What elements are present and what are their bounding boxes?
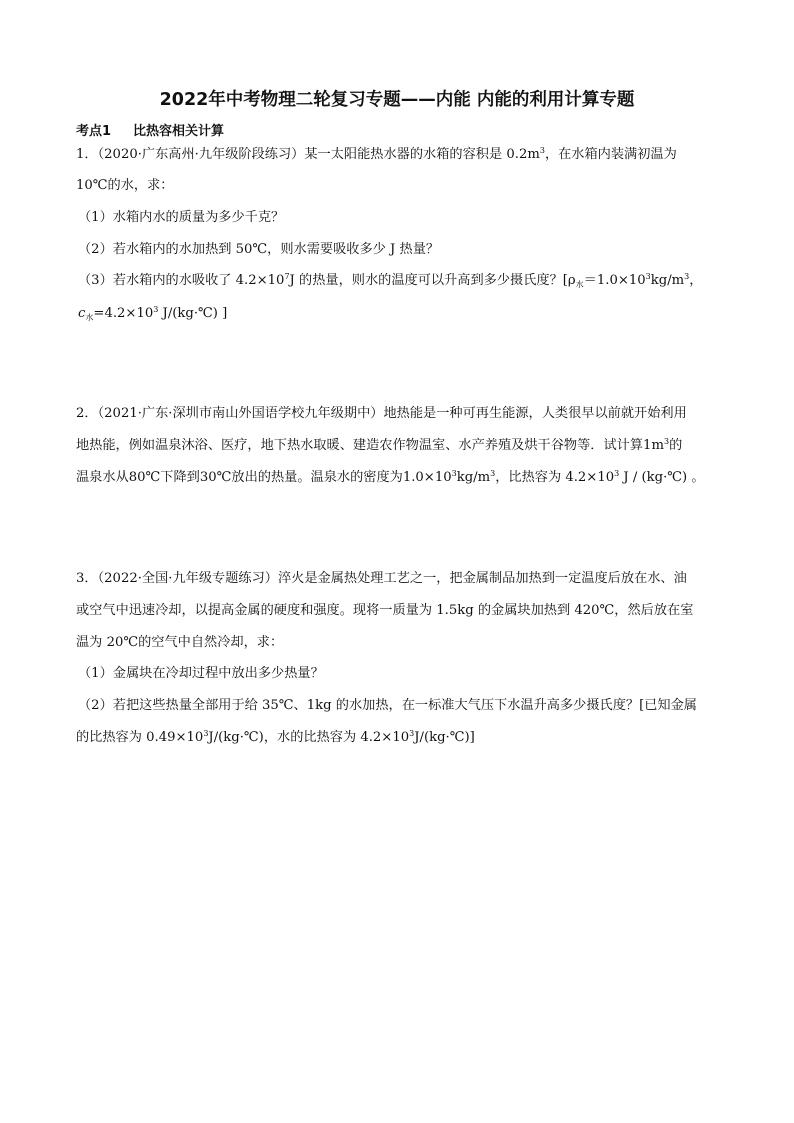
q3-line-3: 温为 20℃的空气中自然冷却，求： [76, 635, 284, 650]
q1-subquestion-2: （2）若水箱内的水加热到 50℃，则水需要吸收多少 J 热量？ [78, 242, 440, 257]
q1-line-1: 1．（2020·广东高州·九年级阶段练习）某一太阳能热水器的水箱的容积是 $0.2m^3$，在水箱内装满初温为 [76, 146, 677, 162]
q1-subquestion-3: （3）若水箱内的水吸收了 $4.2\times 10^7J$ 的热量，则水的温度可以升高到多少摄氏度？[$\rho_水=1.0\times 10^3kg/m^3$， [78, 272, 703, 289]
q3-subquestion-1: （1）金属块在冷却过程中放出多少热量？ [78, 666, 324, 681]
q3-subquestion-2: （2）若把这些热量全部用于给 35℃、1kg 的水加热，在一标准大气压下水温升高多少摄氏度？[已知金属 [78, 698, 697, 713]
q2-line-2: 地热能，例如温泉沐浴、医疗，地下热水取暖、建造农作物温室、水产养殖及烘干谷物等．试计算$1m^3$的 [76, 437, 683, 453]
section-label: 考点1 [76, 124, 112, 139]
section-name: 比热容相关计算 [133, 124, 225, 139]
q3-line-2: 或空气中迅速冷却，以提高金属的硬度和强度。现将一质量为 1.5kg 的金属块加热到 420℃，然后放在室 [76, 603, 694, 618]
q2-line-1: 2．（2021·广东·深圳市南山外国语学校九年级期中）地热能是一种可再生能源，人类很早以前就开始利用 [76, 406, 687, 421]
q1-subquestion-1: （1）水箱内水的质量为多少千克？ [78, 210, 285, 225]
q2-line-3: 温泉水从80℃下降到30℃放出的热量。温泉水的密度为$1.0\times 10^3kg/m^3$，比热容为 $4.2\times 10^3$ J / (kg·℃) 。 [76, 469, 705, 485]
section-heading [76, 120, 224, 139]
q1-subquestion-3-continued: $c_水=4.2\times 10^3$ J/(kg·℃) ] [78, 305, 228, 322]
q3-line-1: 3．（2022·全国·九年级专题练习）淬火是金属热处理工艺之一，把金属制品加热到一定温度后放在水、油 [76, 571, 687, 586]
page-title: 2022年中考物理二轮复习专题——内能 内能的利用计算专题 [159, 90, 635, 110]
q1-line-2: 10℃的水，求： [76, 178, 174, 193]
q3-subquestion-2-continued: 的比热容为 $0.49\times 10^3J/(kg\cdot℃)$，水的比热容为 $4.2\times 10^3J/(kg\cdot℃)$] [76, 729, 475, 745]
